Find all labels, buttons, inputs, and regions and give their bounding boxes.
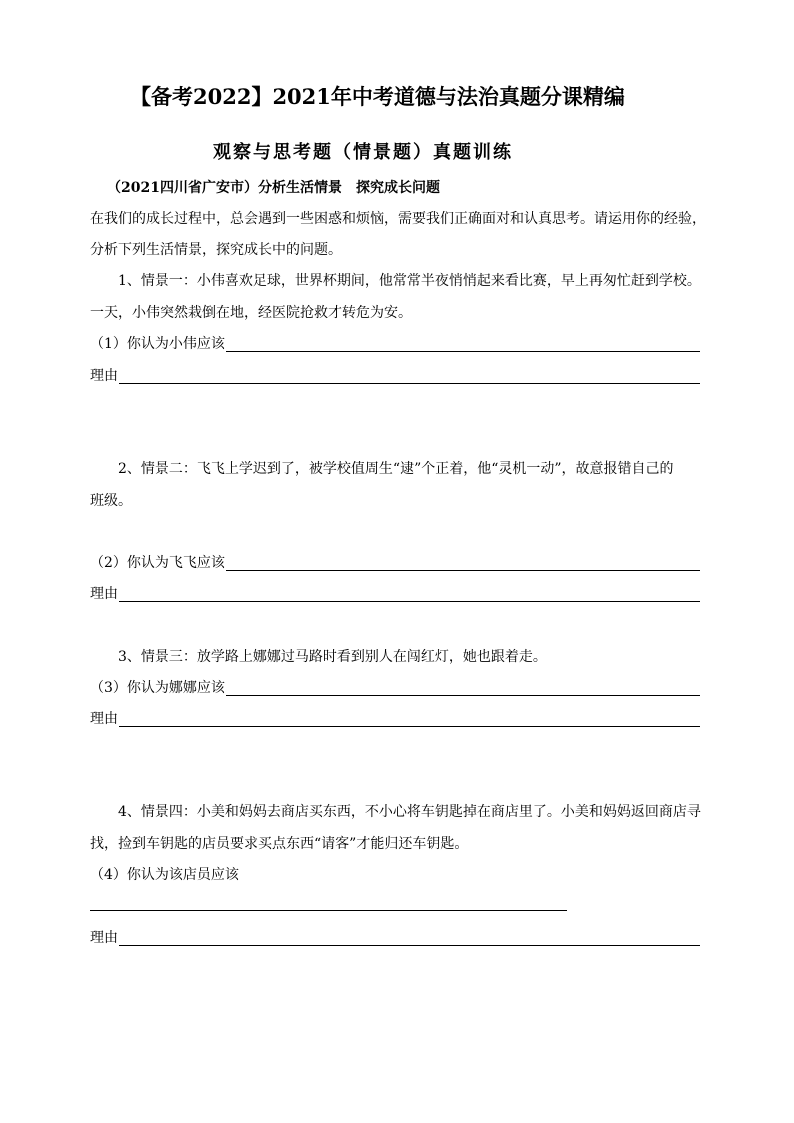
reason-label: 理由 (90, 368, 118, 384)
scenario-text-line: 2、情景二：飞飞上学迟到了，被学校值周生“逮”个正着，他“灵机一动”，故意报错自己的 (118, 461, 674, 477)
answer-blank-line (226, 678, 700, 696)
scenario-text-line: 一天，小伟突然栽倒在地，经医院抢救才转危为安。 (90, 305, 412, 321)
question-row (90, 678, 700, 698)
intro-line: 在我们的成长过程中，总会遇到一些困惑和烦恼，需要我们正确面对和认真思考。请运用你的经验， (90, 211, 706, 227)
answer-blank-line (90, 910, 567, 911)
reason-blank-line (119, 709, 700, 727)
reason-label: 理由 (90, 586, 118, 602)
answer-blank-line (226, 334, 700, 352)
scenario-text-line: 班级。 (90, 493, 132, 509)
scenario-text-line: 4、情景四：小美和妈妈去商店买东西，不小心将车钥匙掉在商店里了。小美和妈妈返回商店寻 (118, 804, 701, 820)
question-prompt: （4）你认为该店员应该 (90, 867, 239, 883)
reason-blank-line (119, 928, 700, 946)
question-prompt: （2）你认为飞飞应该 (90, 555, 225, 571)
scenario-text-line: 1、情景一：小伟喜欢足球，世界杯期间，他常常半夜悄悄起来看比赛，早上再匆忙赶到学校。 (118, 273, 701, 289)
reason-row (90, 366, 700, 386)
reason-row (90, 709, 700, 729)
scenario-text-line: 3、情景三：放学路上娜娜过马路时看到别人在闯红灯，她也跟着走。 (118, 649, 547, 665)
source-heading: （2021四川省广安市）分析生活情景 探究成长问题 (107, 180, 440, 196)
question-row (90, 553, 700, 573)
scenario-text-line: 找，捡到车钥匙的店员要求买点东西“请客”才能归还车钥匙。 (90, 836, 469, 852)
reason-row (90, 584, 700, 604)
question-prompt: （3）你认为娜娜应该 (90, 680, 225, 696)
intro-line: 分析下列生活情景，探究成长中的问题。 (90, 242, 342, 258)
reason-label: 理由 (90, 711, 118, 727)
document-subtitle: 观察与思考题（情景题）真题训练 (213, 142, 513, 163)
reason-row (90, 928, 700, 948)
answer-blank-line (226, 553, 700, 571)
question-prompt: （1）你认为小伟应该 (90, 336, 225, 352)
reason-label: 理由 (90, 930, 118, 946)
reason-blank-line (119, 584, 700, 602)
question-row (90, 334, 700, 354)
reason-blank-line (119, 366, 700, 384)
document-title: 【备考2022】2021年中考道德与法治真题分课精编 (130, 84, 625, 109)
